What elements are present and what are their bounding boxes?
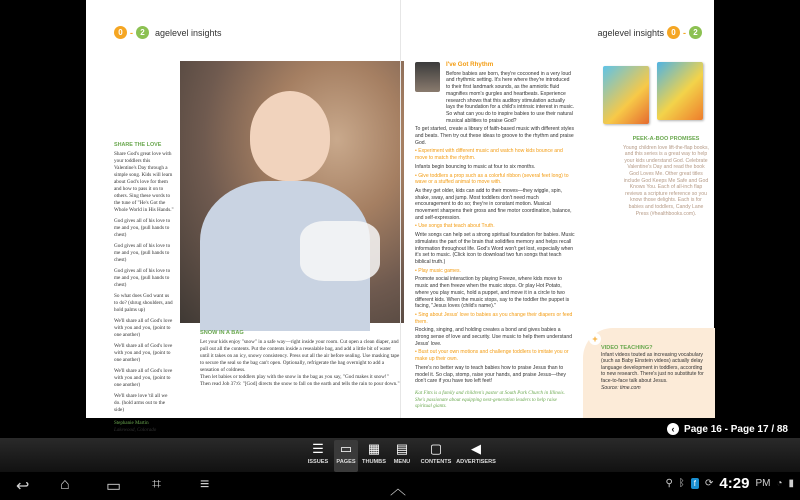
back-icon[interactable]: ↩ <box>16 478 30 495</box>
wifi-icon: ◔ <box>776 478 783 489</box>
usb-icon: ⚲ <box>665 478 673 489</box>
video-source: Source: time.com <box>601 384 641 391</box>
age-badge-end: 2 <box>689 26 702 39</box>
verse-line: We'll share love 'til all we do. (hold arms out to the side) <box>114 393 168 413</box>
toolbar-issues[interactable] <box>306 440 330 472</box>
rhythm-tip: • Experiment with different music and watch how kids bounce and move to match the rhythm. <box>415 148 563 162</box>
reader-toolbar <box>0 438 800 472</box>
age-dash: - <box>683 27 686 38</box>
age-badge-start: 0 <box>114 26 127 39</box>
verse-line: God gives all of his love to me and you, (pull hands to chest) <box>114 218 171 238</box>
video-heading: VIDEO TEACHING? <box>601 345 653 351</box>
toolbar-advertisers[interactable] <box>458 440 494 472</box>
folio-right <box>594 26 702 39</box>
rhythm-tip: • Use songs that teach about Truth. <box>415 223 495 230</box>
author-portrait <box>415 62 440 92</box>
toolbar-menu[interactable] <box>390 440 414 472</box>
rhythm-tip: • Give toddlers a prop such as a colorful ribbon (several feet long) to wave or a stuffed animal to move with. <box>415 172 569 186</box>
toolbar-pages[interactable] <box>334 440 358 472</box>
rhythm-article <box>415 62 575 411</box>
toolbar-label: MENU <box>393 459 411 465</box>
pages-icon: ▭ <box>339 441 353 456</box>
battery-icon: ▮ <box>788 478 794 489</box>
snow-body: Let your kids enjoy "snow" in a safe way—right inside your room. Cut open a clean diaper, and pull out all the contents. Put the contents inside a resealable bag, and add a little bit of water until it takes on an icy, snowy consistency. Press out all the air before sealing. Use masking tape to secure the seal so the bag can't open. Optionally, refrigerate the bag overnight to add a sensation of coldness. <box>200 339 400 373</box>
recent-apps-icon[interactable]: ▭ <box>106 478 122 495</box>
status-area[interactable] <box>665 475 794 492</box>
author-location: Lakewood, Colorado <box>114 428 157 433</box>
share-love-body: Share God's great love with your toddlers this Valentine's Day through a simple song. Kids will learn about God's love for them and how to pass it on to others. Sing these words to the tune of "He's Got the Whole World in His Hands." <box>114 151 174 213</box>
screenshot-icon[interactable]: ⌗ <box>152 476 162 493</box>
verse-line: We'll share all of God's love with you and you, (point to one another) <box>114 343 173 363</box>
plus-icon: + <box>589 333 601 345</box>
photo-snow-bag-shape <box>300 221 380 281</box>
age-dash: - <box>130 27 133 38</box>
issues-icon: ☰ <box>312 441 324 456</box>
rhythm-paragraph[interactable]: Write songs can help set a strong spiritual foundation for babies. Music stimulates the part of the brain that solidifies memory and helps recall information throughout life. God's Word won't get lost, especially when it's set to music. (Click icon to download two fun songs that teach biblical truth.) <box>415 232 575 265</box>
system-nav-bar <box>0 472 800 500</box>
share-love-column <box>114 142 174 434</box>
book-covers[interactable] <box>603 62 705 126</box>
verse-line: So what does God want us to do? (shrug shoulders, and hold palms up) <box>114 293 173 313</box>
rhythm-paragraph: There's no better way to teach babies how to praise Jesus than to model it. So clap, stomp, raise your hands, and praise Jesus—they don't care if you have two left feet! <box>415 364 566 385</box>
back-arrow-icon[interactable]: ‹ <box>667 423 679 435</box>
video-teaching-text <box>601 345 707 391</box>
rhythm-paragraph: As they get older, kids can add to their moves—they wiggle, spin, shake, sway, and jump. Most toddlers don't need much encouragement to do so; they're in constant motion. Musical movement sharpens their gross and fine motor coordination, balance, and self-expression. <box>415 187 572 221</box>
rhythm-tip: • Sing about Jesus' love to babies as you change their diapers or feed them. <box>415 311 573 325</box>
peek-a-boo-sidebar <box>623 136 709 217</box>
author-name: Stephanie Martin <box>114 421 149 426</box>
toolbar-label: THUMBS <box>362 459 386 465</box>
thumbs-icon: ▦ <box>367 441 381 456</box>
menu-icon: ▤ <box>395 441 409 456</box>
toolbar-label: ISSUES <box>307 459 329 465</box>
toolbar-label: PAGES <box>336 459 356 465</box>
clock-time: 4:29 <box>719 475 750 492</box>
toolbar-thumbs[interactable] <box>362 440 386 472</box>
rhythm-paragraph: Rocking, singing, and holding creates a bond and gives babies a strong sense of love and security. Use music to help them understand Jesus' love. <box>415 327 573 347</box>
rhythm-paragraph: Promote social interaction by playing Freeze, where kids move to music and then freeze when the music stops. Or play Hot Potato, where you play music, hold a puppet, and move it in a circle to two different kids. When the music stops, say to the toddler the puppet is facing, "Jesus loves (child's name)." <box>415 276 570 310</box>
rhythm-paragraph: To get started, create a library of faith-based music with different styles and beats. Then try out these ideas to groove to the rhythm and praise God. <box>415 126 575 146</box>
verse-line: God gives all of his love to me and you, (pull hands to chest) <box>114 268 171 288</box>
section-title: agelevel insights <box>597 27 664 38</box>
rhythm-header <box>415 62 575 124</box>
facebook-icon: f <box>691 478 699 489</box>
verse-line: We'll share all of God's love with you and you, (point to one another) <box>114 318 173 338</box>
rhythm-tip: • Play music games. <box>415 267 461 274</box>
book-cover-god-loves-me[interactable] <box>603 66 649 124</box>
page-indicator <box>667 423 788 435</box>
left-page <box>86 0 400 433</box>
age-badge-end: 2 <box>136 26 149 39</box>
photo-face-shape <box>250 91 330 181</box>
book-cover-god-keeps-me-safe[interactable] <box>657 62 703 120</box>
rhythm-intro: Before babies are born, they're cocooned in a very loud and rhythmic setting. It's here where they're introduced to their first landmark sounds, as the amniotic fluid magnifies mom's gurgles and heartbeats. Experience research shows that this auditory stimulation actually lays the foundation for a child's intrinsic interest in music. So what can you do to inspire babies to use their natural musical abilities to praise God? <box>446 70 575 124</box>
snow-body-2: Then let babies or toddlers play with the snow in the bag as you say, "God makes it snow!" Then read Job 37:6: "[God] directs the snow to fall on the earth and tells the rain to pour down." <box>200 374 400 387</box>
age-badge-start: 0 <box>667 26 680 39</box>
toddler-photo <box>180 61 404 323</box>
chevron-up-icon[interactable]: ︿ <box>390 481 407 498</box>
section-title: agelevel insights <box>155 27 222 38</box>
toolbar-label: ADVERTISERS <box>456 459 496 465</box>
video-body: Infant videos touted as increasing vocabulary (such as Baby Einstein videos) actually delay language development in toddlers, according to new research. There's just no substitute for face-to-face talk about Jesus. <box>601 351 704 384</box>
toolbar-label: CONTENTS <box>420 459 452 465</box>
right-page <box>400 0 714 418</box>
rhythm-heading: I've Got Rhythm <box>446 61 494 68</box>
rhythm-tip: • Bust out your own motions and challenge toddlers to imitate you or make up their own. <box>415 349 569 363</box>
home-icon[interactable]: ⌂ <box>60 476 70 493</box>
rhythm-paragraph: Infants begin bouncing to music at four to six months. <box>415 163 536 170</box>
verse-line: We'll share all of God's love with you and you, (point to one another) <box>114 368 173 388</box>
magazine-spread[interactable] <box>86 0 714 433</box>
snow-heading: SNOW IN A BAG <box>200 330 244 336</box>
page-indicator-label: Page 16 - Page 17 / 88 <box>684 423 788 435</box>
peek-body: Young children love lift-the-flap books, and this series is a great way to help your kids understand God. Celebrate Valentine's Day and read the book God Loves Me. Other great titles include God Keeps Me Safe and God Knows You. Each of all-inch flap reviews a scripture reference so you know those delights. Each is for babies and toddlers, Candy Lane Press (#healthbooks.com). <box>623 144 709 217</box>
author-credit: Kat Fitts is a family and children's pastor at South Park Church in Illinois. She's passionate about equipping next-generation leaders to help raise spiritual giants. <box>415 390 565 410</box>
verse-line: God gives all of his love to me and you, (pull hands to chest) <box>114 243 171 263</box>
contents-icon: ▢ <box>429 441 443 456</box>
snow-in-a-bag-article <box>200 330 400 388</box>
clock-pm: PM <box>755 478 771 489</box>
toolbar-contents[interactable] <box>418 440 454 472</box>
peek-heading: PEEK-A-BOO PROMISES <box>632 136 700 142</box>
folio-left <box>114 26 222 39</box>
menu-icon[interactable]: ≡ <box>200 476 210 493</box>
sync-icon: ⟳ <box>705 478 714 489</box>
share-love-heading: SHARE THE LOVE <box>114 142 162 148</box>
megaphone-icon: ◀ <box>471 441 481 456</box>
bluetooth-icon: ᛒ <box>678 478 685 489</box>
